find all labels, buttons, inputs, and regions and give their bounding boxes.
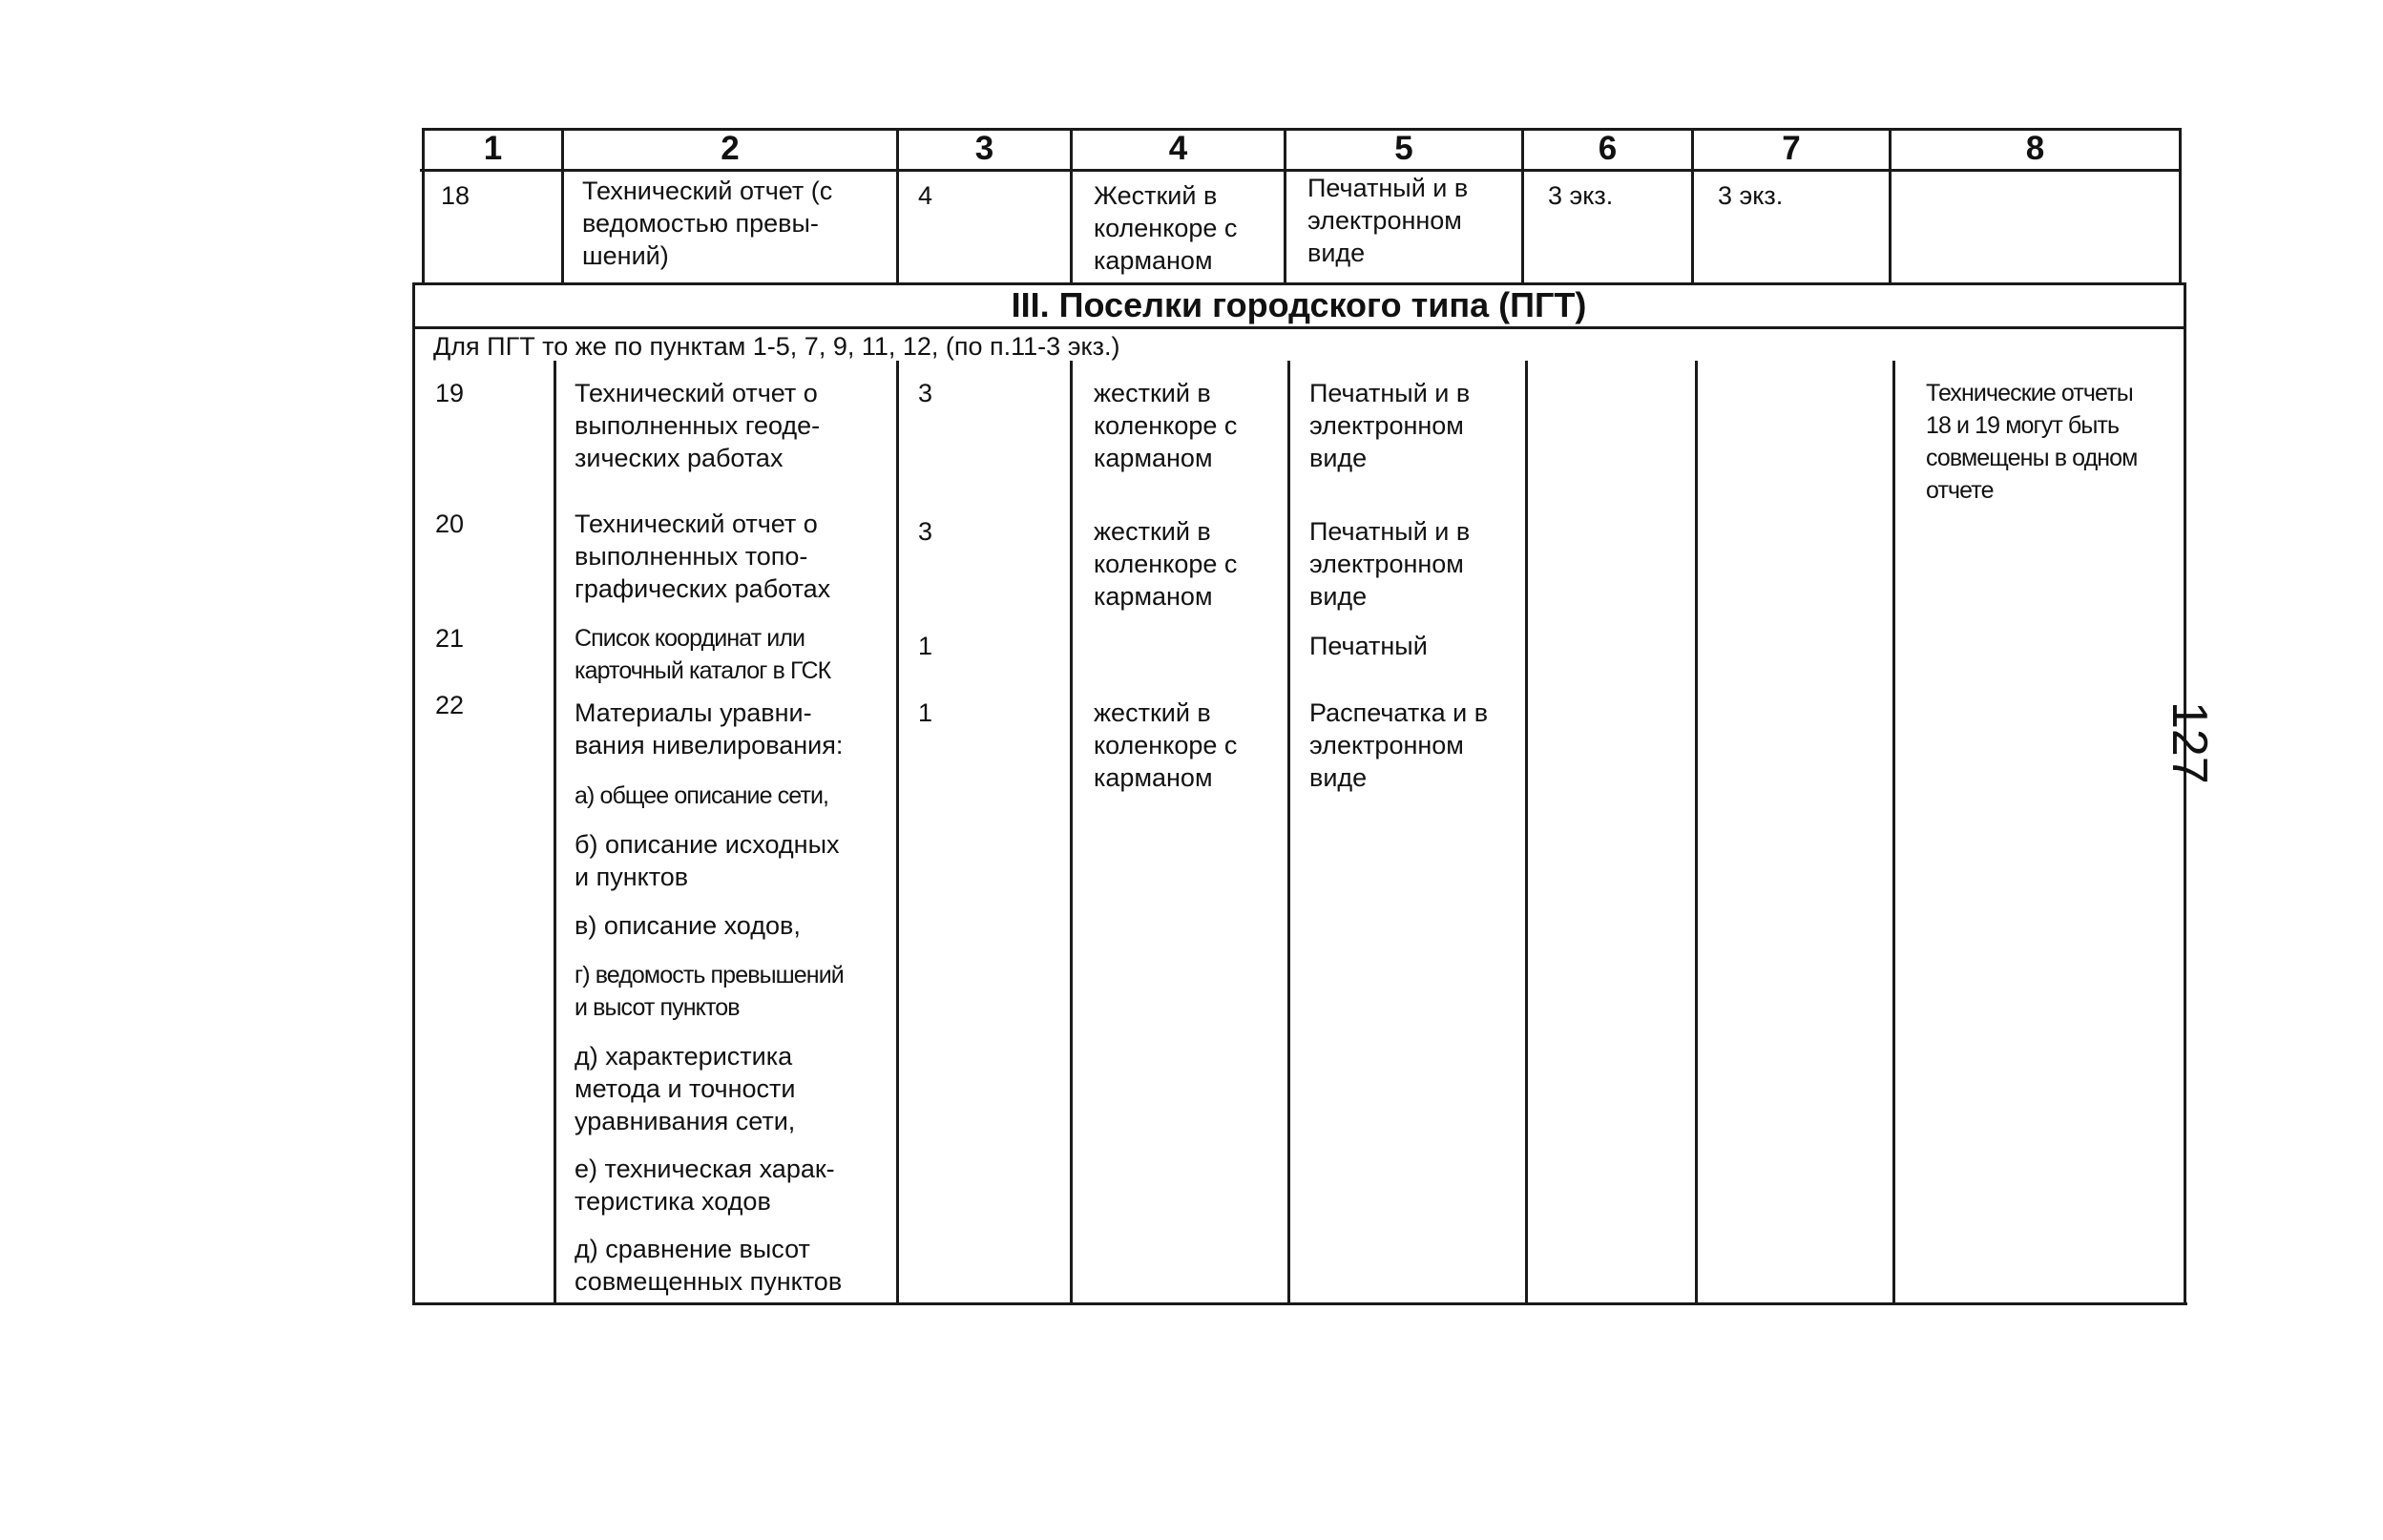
- col-header-8: 8: [2025, 130, 2045, 167]
- row22-subitem-e: д) характеристика метода и точности уравнивания сети,: [575, 1042, 796, 1135]
- row22-subitem-a: а) общее описание сети,: [575, 782, 829, 809]
- col-header-4: 4: [1168, 130, 1188, 167]
- row18-col6: 3 экз.: [1548, 181, 1614, 210]
- col-header-7: 7: [1782, 130, 1801, 167]
- v-line-right-top: [2179, 128, 2182, 284]
- row19-num: 19: [435, 379, 465, 407]
- col-header-1: 1: [483, 130, 503, 167]
- row22-name: Материалы уравни- вания нивелирования:: [575, 698, 844, 760]
- row20-num: 20: [435, 510, 465, 538]
- row19-format: Печатный и в электронном виде: [1309, 379, 1471, 472]
- v-line-7-body: [1892, 361, 1895, 1303]
- col-header-6: 6: [1598, 130, 1618, 167]
- col-header-2: 2: [721, 130, 740, 167]
- v-line-1-body: [554, 361, 556, 1303]
- row20-qty: 3: [918, 517, 933, 546]
- v-line-6-body: [1695, 361, 1698, 1303]
- row20-binding: жесткий в коленкоре с карманом: [1094, 517, 1238, 611]
- row19-note: Технические отчеты 18 и 19 могут быть совмещены в одном отчете: [1926, 380, 2138, 504]
- table-bottom-border: [412, 1302, 2187, 1305]
- row22-format: Распечатка и в электронном виде: [1309, 698, 1489, 792]
- row18-name: Технический отчет (с ведомостью превы- шений): [582, 177, 833, 270]
- col-header-5: 5: [1394, 130, 1413, 167]
- section-title-bottom-border: [412, 326, 2185, 329]
- v-line-left-section: [412, 282, 415, 1305]
- row18-binding: Жесткий в коленкоре с карманом: [1094, 181, 1238, 275]
- row20-format: Печатный и в электронном виде: [1309, 517, 1471, 611]
- row22-subitem-b: б) описание исходных и пунктов: [575, 830, 840, 891]
- row21-name: Список координат или карточный каталог в ГСК: [575, 625, 831, 684]
- row22-subitem-d: г) ведомость превышений и высот пунктов: [575, 962, 844, 1021]
- row22-subitem-g: д) сравнение высот совмещенных пунктов: [575, 1235, 843, 1296]
- row18-col7: 3 экз.: [1718, 181, 1784, 210]
- row19-name: Технический отчет о выполненных геоде- зических работах: [575, 379, 821, 472]
- col-header-3: 3: [974, 130, 994, 167]
- row21-qty: 1: [918, 632, 933, 660]
- row21-format: Печатный: [1309, 632, 1428, 660]
- page-number: 127: [2162, 701, 2217, 784]
- row22-subitem-c: в) описание ходов,: [575, 911, 801, 940]
- v-line-5-body: [1525, 361, 1528, 1303]
- row18-format: Печатный и в электронном виде: [1307, 174, 1469, 267]
- row21-num: 21: [435, 624, 465, 653]
- v-line-right-section: [2184, 282, 2186, 1305]
- row22-binding: жесткий в коленкоре с карманом: [1094, 698, 1238, 792]
- v-line-2-body: [896, 361, 899, 1303]
- row22-qty: 1: [918, 698, 933, 727]
- section-title: III. Поселки городского типа (ПГТ): [1011, 285, 1587, 324]
- row19-binding: жесткий в коленкоре с карманом: [1094, 379, 1238, 472]
- v-line-3-body: [1070, 361, 1073, 1303]
- row19-qty: 3: [918, 379, 933, 407]
- v-line-4-body: [1287, 361, 1290, 1303]
- section-note: Для ПГТ то же по пунктам 1-5, 7, 9, 11, 12, (по п.11-3 экз.): [433, 332, 1120, 361]
- row18-num: 18: [441, 181, 470, 210]
- row20-name: Технический отчет о выполненных топо- графических работах: [575, 510, 831, 603]
- row18-qty: 4: [918, 181, 933, 210]
- row22-num: 22: [435, 691, 465, 719]
- row22-subitem-f: е) техническая харак- теристика ходов: [575, 1155, 835, 1216]
